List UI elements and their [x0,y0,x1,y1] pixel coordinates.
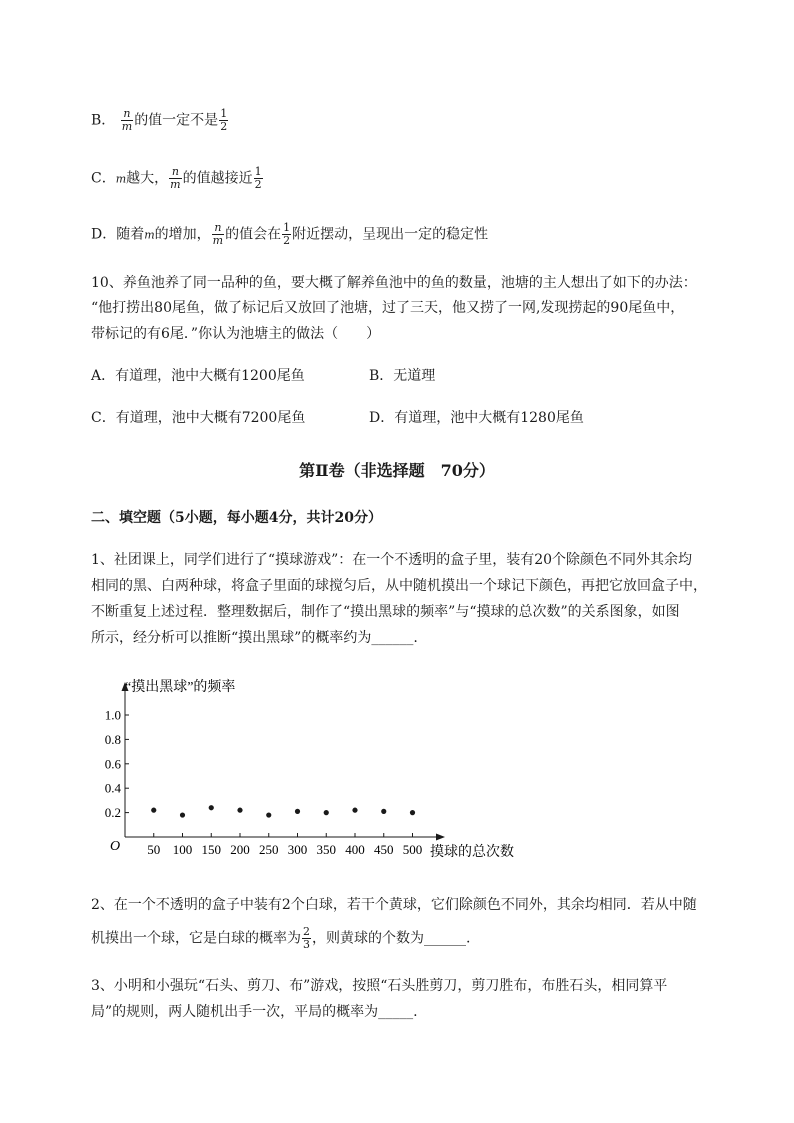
frac-den: 2 [220,120,228,133]
data-point [180,812,185,817]
y-tick-label: 1.0 [104,707,121,723]
option-c [91,166,264,191]
q2-line2 [91,926,470,951]
frac-num: 1 [220,107,228,120]
y-tick-label: 0.4 [104,780,121,796]
data-point [237,808,242,813]
frac-num: 2 [303,925,310,938]
frac-den: 2 [254,178,262,191]
n-over-m-fraction [121,108,133,133]
option-b [91,108,229,133]
fill-section-header: 二、填空题（5小题，每小题4分，共计20分） [91,510,382,526]
x-axis-arrow [436,834,445,841]
x-tick-label: 150 [201,842,221,857]
frac-num: n [169,166,181,179]
n-over-m-fraction [212,222,224,247]
part2-title: 第Ⅱ卷（非选择题 70分） [299,461,495,480]
q2-line2-b: ，则黄球的个数为______. [312,930,471,947]
q1-line3: 不断重复上述过程．整理数据后，制作了“摸出黑球的频率”与“摸球的总次数”的关系图象，如图 [91,604,680,620]
data-point [266,812,271,817]
option-d-text3: 附近摆动，呈现出一定的稳定性 [292,226,489,243]
q3-line1: 3、小明和小强玩“石头、剪刀、布”游戏，按照“石头胜剪刀，剪刀胜布，布胜石头，相同算平 [91,978,668,994]
data-point [209,805,214,810]
x-tick-label: 50 [147,842,161,857]
q10-option-a: A．有道理，池中大概有1200尾鱼 [91,368,305,384]
q10-option-c: C．有道理，池中大概有7200尾鱼 [91,410,306,426]
data-points [151,805,415,818]
option-c-label: C． [91,170,116,187]
x-tick-label: 300 [287,842,308,857]
y-tick-label: 0.2 [104,805,121,821]
x-axis-label: 摸球的总次数 [430,845,514,860]
data-point [151,808,156,813]
origin-label: O [110,839,121,854]
q2-line2-a: 机摸出一个球，它是白球的概率为 [91,930,301,947]
data-point [352,808,357,813]
option-d-label: D．随着 [91,226,145,243]
frac-num: 1 [254,165,262,178]
option-d-text2: 的值会在 [225,226,282,243]
frac-den: 3 [303,938,310,951]
frac-num: n [212,222,224,235]
q10-line1: 10、养鱼池养了同一品种的鱼，要大概了解养鱼池中的鱼的数量，池塘的主人想出了如下的办法： [91,275,697,291]
two-thirds-fraction [302,926,311,951]
q2-line1: 2、在一个不透明的盒子中装有2个白球，若干个黄球，它们除颜色不同外，其余均相同．若从中随 [91,897,697,913]
frac-den: 2 [283,234,291,247]
data-point [381,809,386,814]
x-tick-label: 500 [402,842,423,857]
option-c-text2: 的值越接近 [182,170,253,187]
variable-m: m [115,172,127,186]
y-tick-label: 0.6 [104,756,121,772]
n-over-m-fraction [169,166,181,191]
x-tick-label: 200 [230,842,250,857]
option-d-text1: 的增加， [154,226,211,243]
x-tick-label: 100 [172,842,193,857]
option-b-text: 的值一定不是 [134,112,219,129]
q3-line2: 局”的规则，两人随机出手一次，平局的概率为_____. [91,1004,418,1020]
frac-den: m [121,120,133,133]
x-tick-label: 400 [345,842,365,857]
q10-line3: 带标记的有6尾．”你认为池塘主的做法（ ） [91,326,381,342]
x-tick-label: 250 [259,842,279,857]
data-point [410,810,415,815]
variable-m: m [144,228,155,242]
one-half-fraction [254,166,263,191]
frac-den: m [212,234,224,247]
x-tick-label: 450 [374,842,394,857]
q10-option-b: B．无道理 [369,368,436,384]
y-axis-label: “摸出黑球”的频率 [125,680,236,695]
q1-line2: 相同的黑、白两种球，将盒子里面的球搅匀后，从中随机摸出一个球记下颜色，再把它放回盒子中， [91,578,707,594]
frac-den: m [170,178,181,191]
q1-line1: 1、社团课上，同学们进行了“摸球游戏”：在一个不透明的盒子里，装有20个除颜色不同外其余均 [91,552,693,568]
frequency-scatter-chart [85,672,535,867]
q1-line4: 所示，经分析可以推断“摸出黑球”的概率约为______. [91,630,418,646]
chart-axes [122,682,446,841]
data-point [295,809,300,814]
option-c-text1: 越大， [126,170,169,187]
data-point [324,810,329,815]
one-half-fraction [219,108,228,133]
one-half-fraction [282,222,291,247]
q10-line2: “他打捞出80尾鱼，做了标记后又放回了池塘，过了三天，他又捞了一网,发现捞起的90尾鱼中， [91,300,685,316]
option-b-label: B． [91,112,116,129]
option-d [91,222,488,247]
frac-num: n [121,108,133,121]
q10-option-d: D．有道理，池中大概有1280尾鱼 [369,410,584,426]
frac-num: 1 [283,221,291,234]
x-tick-label: 350 [316,842,336,857]
y-tick-label: 0.8 [104,731,121,747]
